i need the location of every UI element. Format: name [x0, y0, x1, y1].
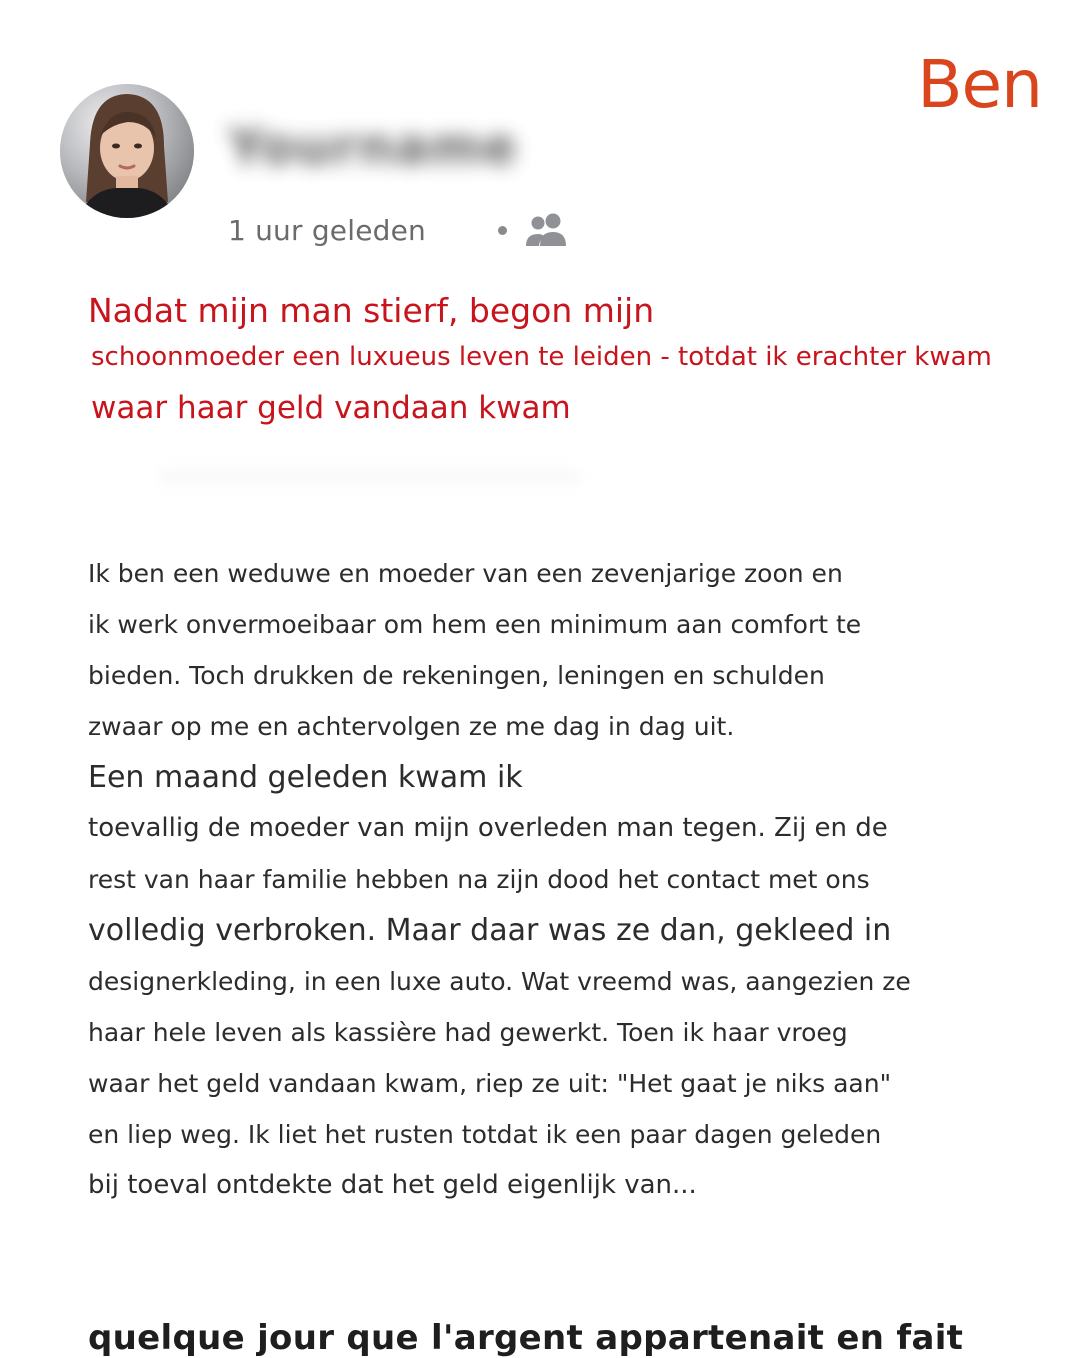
- post-headline: [88, 288, 1008, 436]
- headline-line-3: waar haar geld vandaan kwam: [91, 390, 571, 426]
- faded-text-artifact: [160, 470, 580, 484]
- body-line: Een maand geleden kwam ik: [88, 760, 523, 795]
- brand-logo: Ben: [917, 46, 1042, 123]
- body-line: volledig verbroken. Maar daar was ze dan, gekleed in: [88, 913, 892, 948]
- account-name[interactable]: Yourname: [228, 118, 518, 176]
- body-line: bieden. Toch drukken de rekeningen, leningen en schulden: [88, 661, 825, 690]
- body-line: ik werk onvermoeibaar om hem een minimum aan comfort te: [88, 610, 862, 639]
- separator-dot: [498, 226, 507, 235]
- friends-icon[interactable]: [523, 210, 571, 250]
- post-meta: [228, 208, 571, 252]
- body-line: en liep weg. Ik liet het rusten totdat ik een paar dagen geleden: [88, 1120, 882, 1149]
- body-line: waar het geld vandaan kwam, riep ze uit: "Het gaat je niks aan": [88, 1069, 892, 1098]
- body-line: haar hele leven als kassière had gewerkt. Toen ik haar vroeg: [88, 1018, 848, 1047]
- avatar-photo: [60, 84, 194, 218]
- post-body: [88, 548, 1028, 1211]
- body-line: toevallig de moeder van mijn overleden man tegen. Zij en de: [88, 813, 888, 843]
- body-line: bij toeval ontdekte dat het geld eigenlijk van...: [88, 1170, 697, 1200]
- avatar[interactable]: [60, 84, 194, 218]
- cutoff-text: quelque jour que l'argent appartenait en fait: [88, 1318, 964, 1358]
- body-line: designerkleding, in een luxe auto. Wat vreemd was, aangezien ze: [88, 967, 911, 996]
- body-line: Ik ben een weduwe en moeder van een zevenjarige zoon en: [88, 559, 843, 588]
- headline-line-1: Nadat mijn man stierf, begon mijn: [88, 291, 655, 330]
- post-timestamp[interactable]: 1 uur geleden: [228, 213, 426, 247]
- headline-line-2: schoonmoeder een luxueus leven te leiden - totdat ik erachter kwam: [91, 342, 992, 372]
- body-line: zwaar op me en achtervolgen ze me dag in dag uit.: [88, 712, 735, 741]
- body-line: rest van haar familie hebben na zijn dood het contact met ons: [88, 865, 870, 894]
